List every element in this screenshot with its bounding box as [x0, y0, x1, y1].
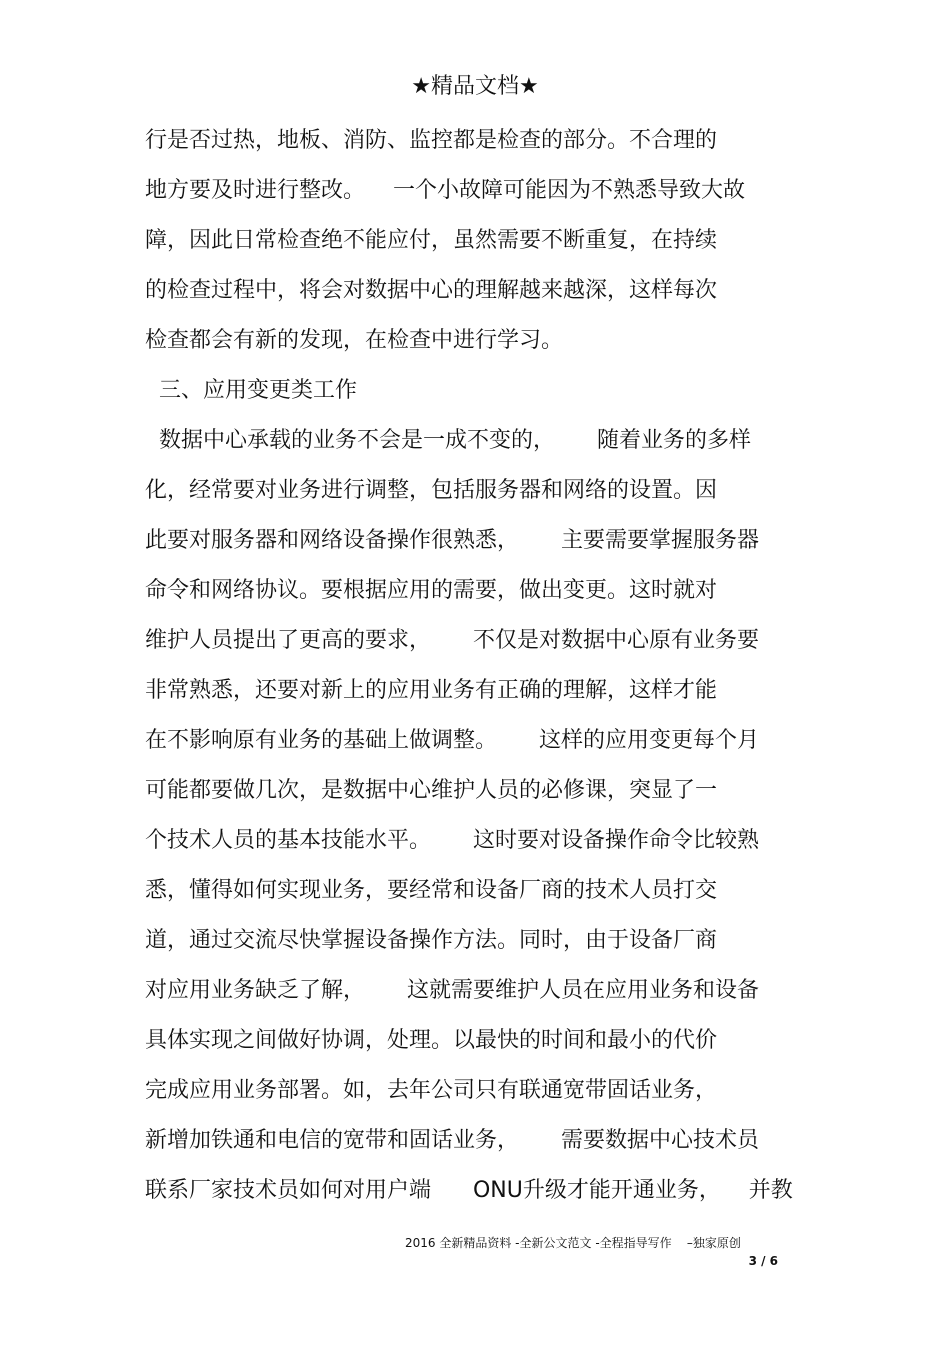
text-line: 行是否过热，地板、消防、监控都是检查的部分。不合理的	[145, 128, 718, 153]
text-line: 道，通过交流尽快掌握设备操作方法。同时，由于设备厂商	[145, 928, 718, 953]
text-line: 数据中心承载的业务不会是一成不变的， 随着业务的多样	[145, 428, 751, 453]
text-line: 具体实现之间做好协调，处理。以最快的时间和最小的代价	[145, 1028, 718, 1053]
text-line: 对应用业务缺乏了解， 这就需要维护人员在应用业务和设备	[145, 978, 759, 1003]
page-number: 3 / 6	[748, 1254, 778, 1268]
text-line: 维护人员提出了更高的要求， 不仅是对数据中心原有业务要	[145, 628, 759, 653]
text-line: 障，因此日常检查绝不能应付，虽然需要不断重复，在持续	[145, 228, 718, 253]
text-line: 命令和网络协议。要根据应用的需要，做出变更。这时就对	[145, 578, 718, 603]
text-line: 在不影响原有业务的基础上做调整。 这样的应用变更每个月	[145, 728, 759, 753]
text-line: 联系厂家技术员如何对用户端 ONU升级才能开通业务， 并教	[145, 1178, 793, 1203]
text-line: 可能都要做几次，是数据中心维护人员的必修课，突显了一	[145, 778, 718, 803]
text-line: 的检查过程中，将会对数据中心的理解越来越深，这样每次	[145, 278, 718, 303]
text-line: 此要对服务器和网络设备操作很熟悉， 主要需要掌握服务器	[145, 528, 759, 553]
text-line: 地方要及时进行整改。 一个小故障可能因为不熟悉导致大故	[145, 178, 745, 203]
section-heading: 三、应用变更类工作	[145, 378, 357, 403]
page-header: ★精品文档★	[411, 74, 539, 99]
text-line: 新增加铁通和电信的宽带和固话业务， 需要数据中心技术员	[145, 1128, 759, 1153]
footer-note: 2016 全新精品资料 -全新公文范文 -全程指导写作 –独家原创	[405, 1236, 741, 1250]
text-line: 非常熟悉，还要对新上的应用业务有正确的理解，这样才能	[145, 678, 718, 703]
text-line: 检查都会有新的发现，在检查中进行学习。	[145, 328, 564, 353]
text-line: 个技术人员的基本技能水平。 这时要对设备操作命令比较熟	[145, 828, 759, 853]
text-line: 悉，懂得如何实现业务，要经常和设备厂商的技术人员打交	[145, 878, 718, 903]
text-line: 完成应用业务部署。如，去年公司只有联通宽带固话业务，	[145, 1078, 718, 1103]
text-line: 化，经常要对业务进行调整，包括服务器和网络的设置。因	[145, 478, 718, 503]
